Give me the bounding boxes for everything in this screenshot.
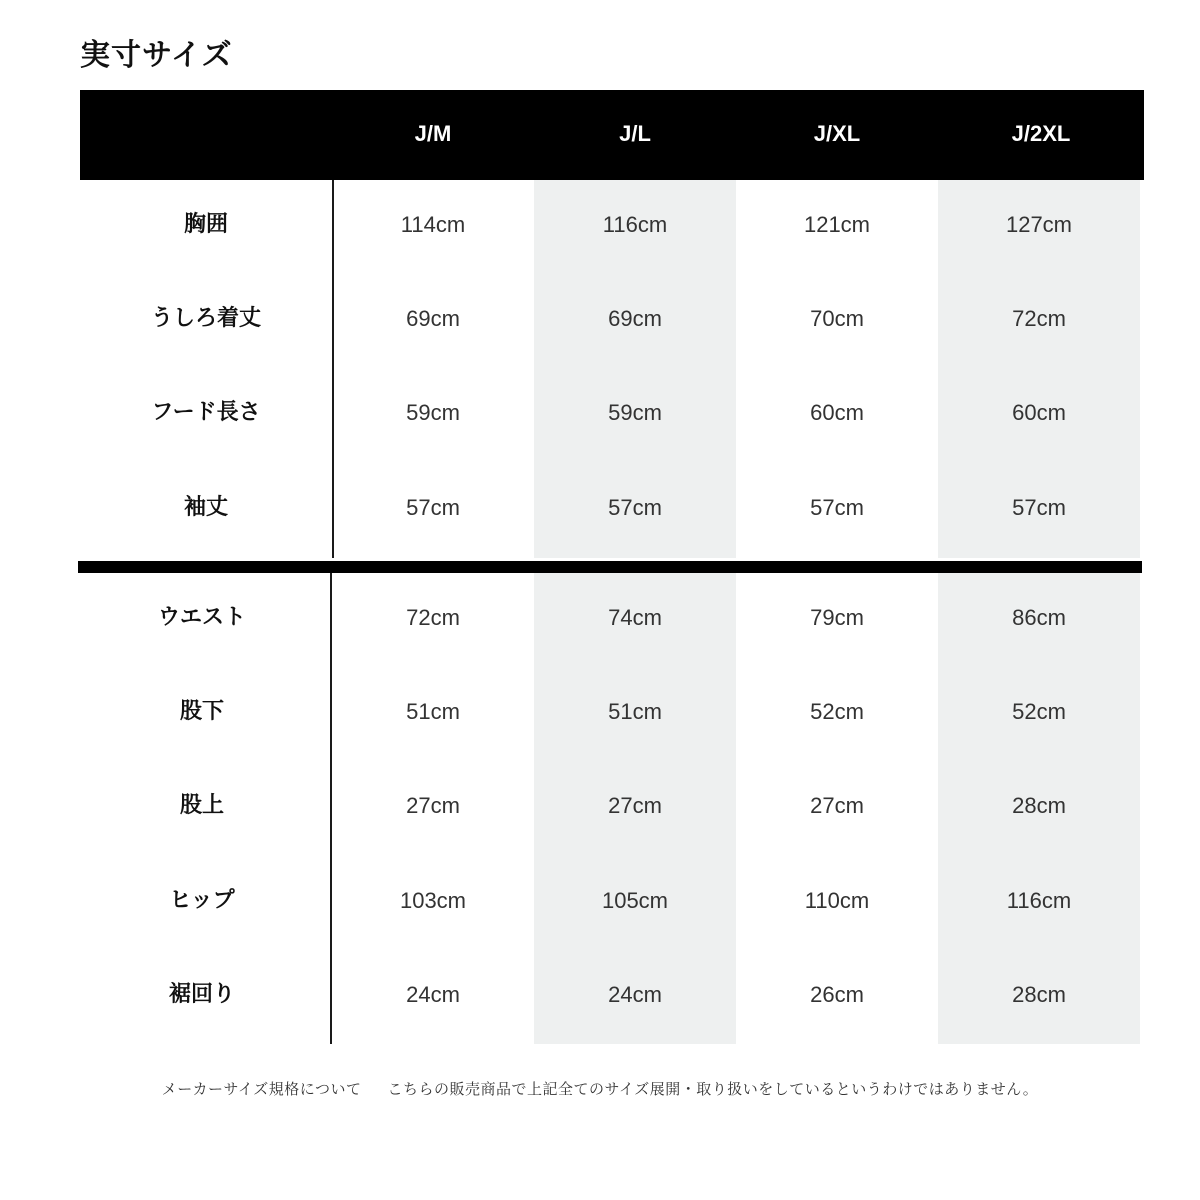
table-cell: 72cm — [406, 605, 460, 630]
page-title: 実寸サイズ — [80, 38, 233, 73]
table-cell: 121cm — [803, 212, 871, 237]
disclaimer-text: こちらの販売商品で上記全てのサイズ展開・取り扱いをしているというわけではありません。 — [387, 1080, 1039, 1098]
table-row — [80, 665, 1144, 759]
table-cell: 51cm — [608, 699, 662, 724]
table-row — [80, 272, 1144, 366]
table-row — [80, 461, 1144, 555]
table-cell: 51cm — [406, 699, 460, 724]
row-label: 袖丈 — [183, 495, 228, 520]
table-cell: 116cm — [602, 212, 668, 237]
table-cell: 24cm — [406, 982, 460, 1007]
row-label: フード長さ — [151, 400, 261, 425]
table-cell: 110cm — [804, 888, 870, 913]
row-label: 裾回り — [168, 982, 235, 1007]
row-label: うしろ着丈 — [150, 306, 261, 331]
table-row — [80, 948, 1144, 1042]
table-cell: 103cm — [399, 888, 467, 913]
disclaimer-heading: メーカーサイズ規格について — [161, 1080, 362, 1098]
table-cell: 27cm — [608, 793, 662, 818]
table-cell: 27cm — [406, 793, 460, 818]
table-row — [80, 854, 1144, 948]
table-cell: 86cm — [1012, 605, 1066, 630]
table-cell: 72cm — [1012, 306, 1066, 331]
row-label: ヒップ — [169, 888, 235, 913]
row-label: 股下 — [179, 699, 224, 724]
size-header-j2xl: J/2XL — [1011, 121, 1071, 146]
size-header-jxl: J/XL — [813, 121, 861, 146]
table-cell: 57cm — [608, 495, 662, 520]
table-cell: 69cm — [406, 306, 460, 331]
table-cell: 52cm — [1012, 699, 1066, 724]
table-cell: 24cm — [608, 982, 662, 1007]
size-disclaimer — [0, 1078, 1200, 1099]
table-cell: 60cm — [810, 400, 864, 425]
table-cell: 69cm — [608, 306, 662, 331]
table-cell: 74cm — [608, 605, 662, 630]
table-cell: 52cm — [810, 699, 864, 724]
table-cell: 57cm — [810, 495, 864, 520]
table-cell: 26cm — [810, 982, 864, 1007]
table-cell: 27cm — [810, 793, 864, 818]
table-row — [80, 178, 1144, 272]
table-cell: 116cm — [1006, 888, 1072, 913]
table-cell: 28cm — [1012, 793, 1066, 818]
table-row — [80, 366, 1144, 460]
table-row — [80, 571, 1144, 665]
table-cell: 79cm — [810, 605, 864, 630]
table-cell: 28cm — [1012, 982, 1066, 1007]
table-row — [80, 759, 1144, 853]
table-cell: 59cm — [608, 400, 662, 425]
row-label: 股上 — [179, 793, 224, 818]
table-cell: 59cm — [406, 400, 460, 425]
table-cell: 127cm — [1005, 212, 1073, 237]
size-header-jm: J/M — [414, 121, 452, 146]
table-cell: 60cm — [1012, 400, 1066, 425]
table-cell: 114cm — [400, 212, 466, 237]
size-header-jl: J/L — [619, 121, 651, 146]
row-label: ウエスト — [157, 605, 246, 630]
size-header-row — [80, 90, 1144, 180]
table-cell: 105cm — [601, 888, 669, 913]
row-label: 胸囲 — [183, 212, 228, 237]
table-cell: 57cm — [1012, 495, 1066, 520]
table-cell: 70cm — [810, 306, 864, 331]
table-cell: 57cm — [406, 495, 460, 520]
